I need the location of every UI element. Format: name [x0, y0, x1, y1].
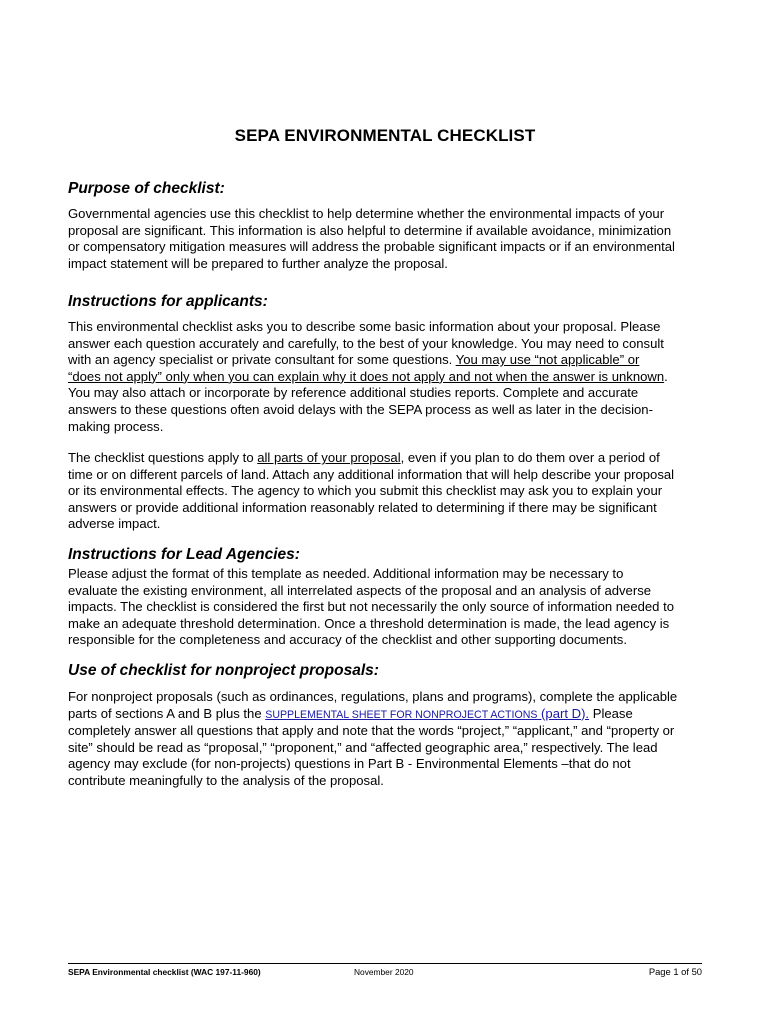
- text-span: parts of sections A and B plus the: [68, 705, 266, 721]
- text-line: or its environmental effects. The agency to which you submit this checklist may ask you to explain your: [68, 483, 663, 499]
- lead-agencies-paragraph: [68, 566, 708, 649]
- text-line: making process.: [68, 418, 164, 434]
- text-line: Please adjust the format of this template as needed. Additional information may be necessary to: [68, 566, 624, 581]
- purpose-heading: Purpose of checklist:: [68, 180, 225, 197]
- text-line: answer each question accurately and carefully, to the best of your knowledge. You may need to consult: [68, 335, 664, 351]
- supplemental-sheet-link[interactable]: SUPPLEMENTAL SHEET FOR NONPROJECT ACTIONS: [265, 708, 538, 721]
- footer-date: November 2020: [354, 967, 414, 977]
- text-span: The checklist questions apply to: [68, 450, 258, 465]
- footer-divider: [68, 963, 702, 964]
- text-line: responsible for the completeness and accuracy of the checklist and other supporting documents.: [68, 632, 627, 648]
- text-line: completely answer all questions that apply and note that the words “project,” “applicant,” and “property or: [68, 723, 675, 739]
- applicants-paragraph-1: [68, 319, 708, 435]
- footer-document-name: SEPA Environmental checklist (WAC 197-11-960): [68, 967, 261, 977]
- applicants-heading: Instructions for applicants:: [68, 293, 268, 310]
- purpose-paragraph: [68, 206, 708, 272]
- text-line: answers to these questions often avoid delays with the SEPA process as well as later in the decision-: [68, 401, 653, 417]
- document-title: SEPA ENVIRONMENTAL CHECKLIST: [234, 126, 536, 145]
- nonproject-heading: Use of checklist for nonproject proposals:: [68, 662, 379, 679]
- text-line: Governmental agencies use this checklist to help determine whether the environmental impacts of your: [68, 206, 665, 221]
- text-span: , even if you plan to do them over a period of: [400, 450, 660, 465]
- text-line: agency may exclude (for non-projects) questions in Part B - Environmental Elements –that do not: [68, 756, 631, 772]
- text-line: make an adequate threshold determination. Once a threshold determination is made, the lead agency is: [68, 615, 670, 631]
- text-line: time or on different parcels of land. Attach any additional information that will help describe your proposal: [68, 466, 675, 482]
- underlined-text: all parts of your proposal: [257, 450, 401, 465]
- text-line: For nonproject proposals (such as ordinances, regulations, plans and programs), complete the applicable: [68, 689, 678, 704]
- text-line: or compensatory mitigation measures will address the probable significant impacts or if an environmental: [68, 239, 675, 255]
- text-line: [68, 706, 708, 724]
- lead-agencies-heading: Instructions for Lead Agencies:: [68, 546, 300, 563]
- text-line: answers or provide additional information reasonably related to determining if there may be significant: [68, 499, 657, 515]
- text-span: .: [664, 368, 668, 384]
- text-line: This environmental checklist asks you to describe some basic information about your proposal. Please: [68, 319, 661, 334]
- underlined-text: You may use “not applicable” or: [455, 352, 640, 368]
- applicants-paragraph-2: [68, 450, 708, 533]
- text-line: impact statement will be prepared to further analyze the proposal.: [68, 255, 448, 271]
- underlined-text: “does not apply” only when you can explain why it does not apply and not when the answer is unknown: [68, 368, 665, 384]
- nonproject-paragraph: [68, 689, 708, 790]
- text-line: evaluate the existing environment, all interrelated aspects of the proposal and an analysis of adverse: [68, 582, 652, 598]
- text-span: with an agency specialist or private consultant for some questions.: [68, 352, 456, 368]
- text-line: impacts. The checklist is considered the first but not necessarily the only source of information needed to: [68, 599, 675, 615]
- text-line: [68, 352, 708, 369]
- text-line: You may also attach or incorporate by reference additional studies reports. Complete and accurate: [68, 385, 639, 401]
- text-line: site” should be read as “proposal,” “proponent,” and “affected geographic area,” respectively. The lead: [68, 739, 658, 755]
- part-d-link[interactable]: (part D).: [537, 705, 590, 721]
- text-span: Please: [589, 705, 633, 721]
- text-line: [68, 450, 708, 467]
- footer-page-number: Page 1 of 50: [648, 966, 702, 977]
- text-line: adverse impact.: [68, 516, 161, 532]
- text-line: contribute meaningfully to the analysis of the proposal.: [68, 772, 384, 788]
- text-line: proposal are significant. This information is also helpful to determine if available avoidance, minimization: [68, 222, 672, 238]
- text-line: [68, 369, 708, 386]
